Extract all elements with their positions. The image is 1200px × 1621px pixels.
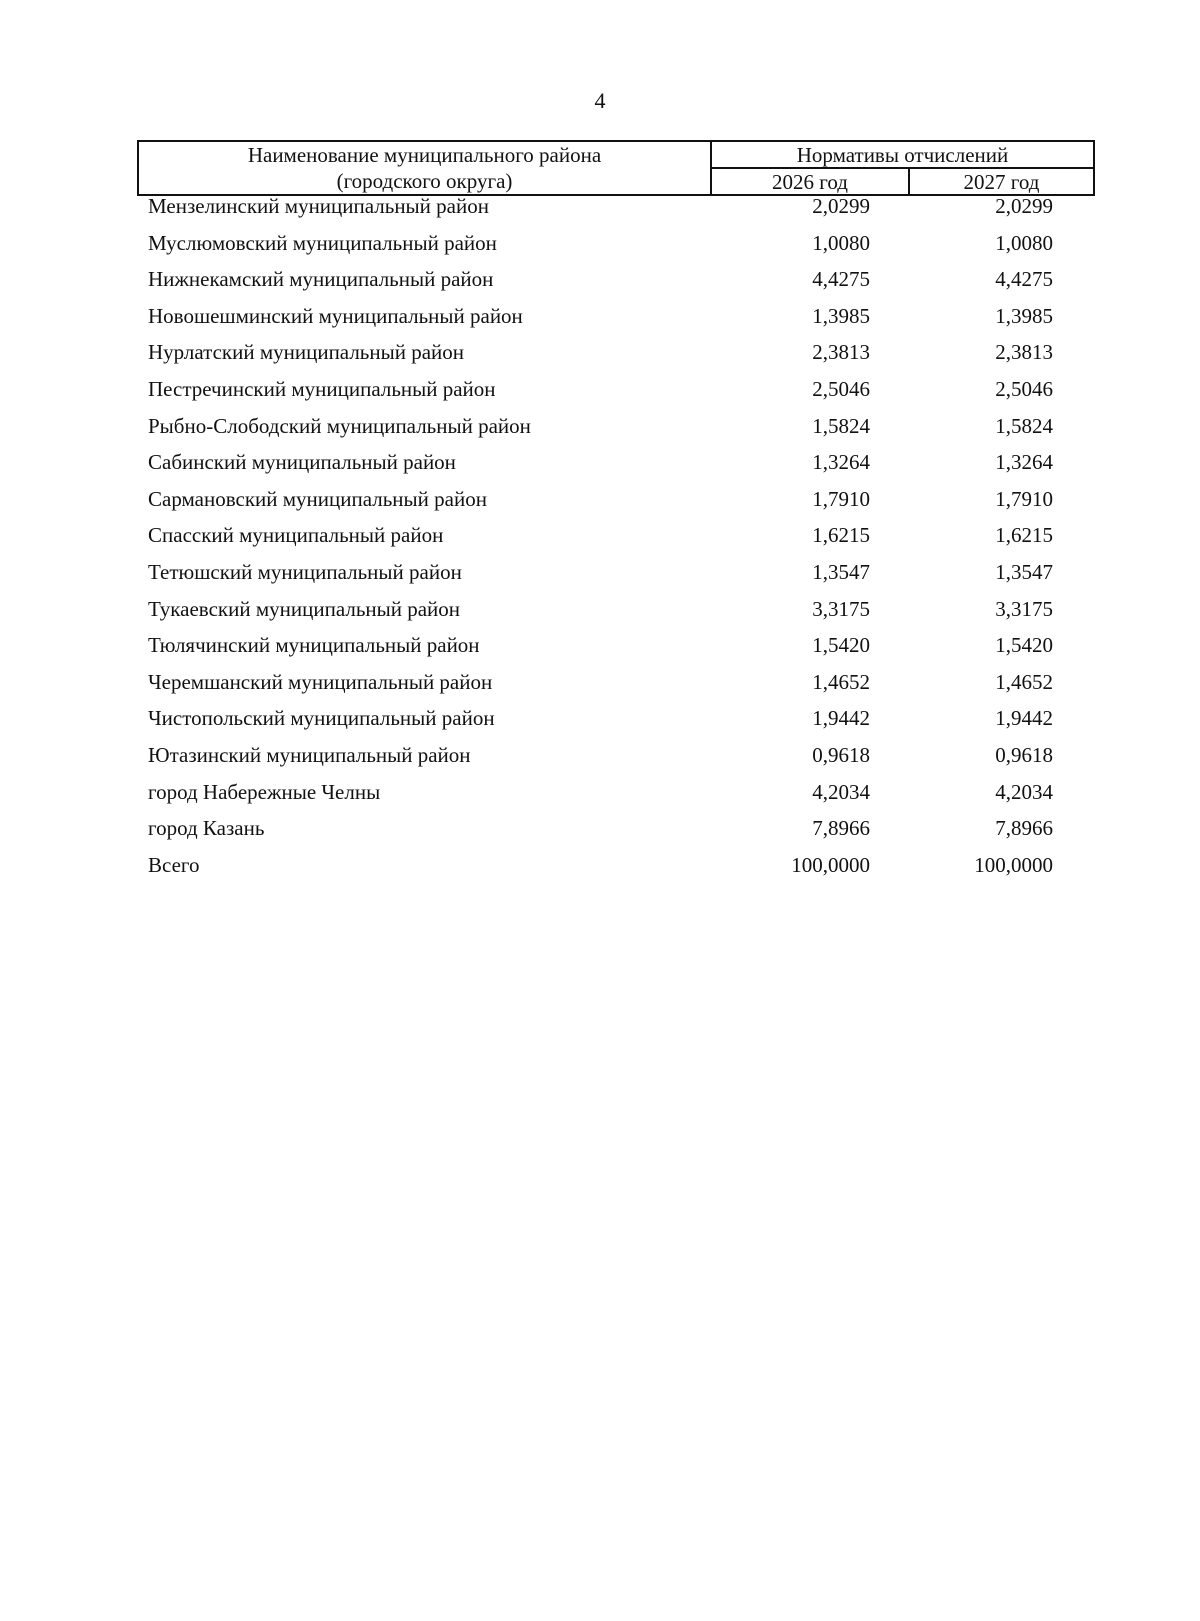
row-value-2026: 0,9618	[812, 742, 870, 767]
row-value-2027: 2,0299	[995, 194, 1053, 218]
table-row	[148, 338, 1093, 375]
table-row	[148, 521, 1093, 558]
row-value-2027: 1,7910	[995, 486, 1053, 511]
row-name: Спасский муниципальный район	[148, 523, 444, 548]
row-value-2027: 3,3175	[995, 596, 1053, 621]
row-value-2027: 1,9442	[995, 706, 1053, 731]
row-value-2026: 4,2034	[812, 779, 870, 804]
page-number: 4	[594, 88, 606, 113]
row-name: Тюлячинский муниципальный район	[148, 633, 480, 658]
row-value-2027: 0,9618	[995, 742, 1053, 767]
row-value-2027: 1,5824	[995, 413, 1053, 438]
table-row	[148, 741, 1093, 778]
row-value-2026: 1,0080	[812, 230, 870, 255]
table-row-total	[148, 851, 1093, 888]
row-name: Пестречинский муниципальный район	[148, 376, 496, 401]
row-value-2027: 2,5046	[995, 376, 1053, 401]
row-name: Сабинский муниципальный район	[148, 450, 456, 475]
row-value-2026: 3,3175	[812, 596, 870, 621]
row-value-2027: 7,8966	[995, 816, 1053, 841]
row-name: Нурлатский муниципальный район	[148, 340, 465, 365]
table-row	[148, 814, 1093, 851]
table-row	[148, 558, 1093, 595]
table-row	[148, 229, 1093, 266]
row-name: Новошешминский муниципальный район	[148, 303, 523, 328]
row-value-2027: 2,3813	[995, 340, 1053, 365]
row-name: Тетюшский муниципальный район	[148, 559, 462, 584]
row-value-2026: 1,7910	[812, 486, 870, 511]
row-name: Черемшанский муниципальный район	[148, 669, 493, 694]
table-row	[148, 412, 1093, 449]
row-value-2027: 1,0080	[995, 230, 1053, 255]
header-group-cell: Нормативы отчислений	[711, 141, 1094, 168]
row-value-2027: 1,3547	[995, 559, 1053, 584]
table-row	[148, 302, 1093, 339]
row-name: Ютазинский муниципальный район	[148, 742, 471, 767]
row-value-2027: 1,3985	[995, 303, 1053, 328]
row-value-2026: 1,3985	[812, 303, 870, 328]
row-value-2026: 1,4652	[812, 669, 870, 694]
row-value-2026: 7,8966	[812, 816, 870, 841]
table-body	[148, 192, 1093, 887]
row-name: Чистопольский муниципальный район	[148, 706, 495, 731]
row-value-2027: 100,0000	[974, 852, 1053, 877]
row-value-2027: 1,5420	[995, 633, 1053, 658]
row-value-2027: 1,4652	[995, 669, 1053, 694]
row-name: Муслюмовский муниципальный район	[148, 230, 497, 255]
row-value-2026: 1,5824	[812, 413, 870, 438]
row-value-2026: 2,5046	[812, 376, 870, 401]
row-value-2027: 4,2034	[995, 779, 1053, 804]
table-row	[148, 631, 1093, 668]
row-value-2026: 2,0299	[812, 194, 870, 218]
row-value-2027: 4,4275	[995, 267, 1053, 292]
table-header	[137, 140, 1095, 196]
header-name-line1: Наименование муниципального района	[247, 143, 602, 167]
row-name: Всего	[148, 852, 200, 877]
row-value-2026: 1,3547	[812, 559, 870, 584]
row-value-2026: 4,4275	[812, 267, 870, 292]
row-value-2026: 100,0000	[791, 852, 870, 877]
row-name: город Набережные Челны	[148, 779, 381, 804]
table-row	[148, 595, 1093, 632]
row-name: город Казань	[148, 816, 265, 841]
row-value-2027: 1,6215	[995, 523, 1053, 548]
row-value-2026: 1,5420	[812, 633, 870, 658]
header-year-2027: 2027 год	[909, 168, 1094, 195]
table-row	[148, 265, 1093, 302]
header-name-line2: (городского округа)	[336, 169, 513, 193]
table-row	[148, 668, 1093, 705]
header-name-cell	[138, 141, 711, 195]
table-row	[148, 485, 1093, 522]
row-name: Тукаевский муниципальный район	[148, 596, 461, 621]
row-value-2026: 1,6215	[812, 523, 870, 548]
row-name: Нижнекамский муниципальный район	[148, 267, 494, 292]
row-value-2027: 1,3264	[995, 450, 1053, 475]
table-row	[148, 704, 1093, 741]
table-row	[148, 448, 1093, 485]
table-row	[148, 192, 1093, 229]
row-value-2026: 1,3264	[812, 450, 870, 475]
table-row	[148, 375, 1093, 412]
row-value-2026: 1,9442	[812, 706, 870, 731]
row-name: Мензелинский муниципальный район	[148, 194, 489, 218]
row-value-2026: 2,3813	[812, 340, 870, 365]
table-row	[148, 778, 1093, 815]
row-name: Сармановский муниципальный район	[148, 486, 487, 511]
row-name: Рыбно-Слободский муниципальный район	[148, 413, 531, 438]
header-year-2026: 2026 год	[711, 168, 909, 195]
